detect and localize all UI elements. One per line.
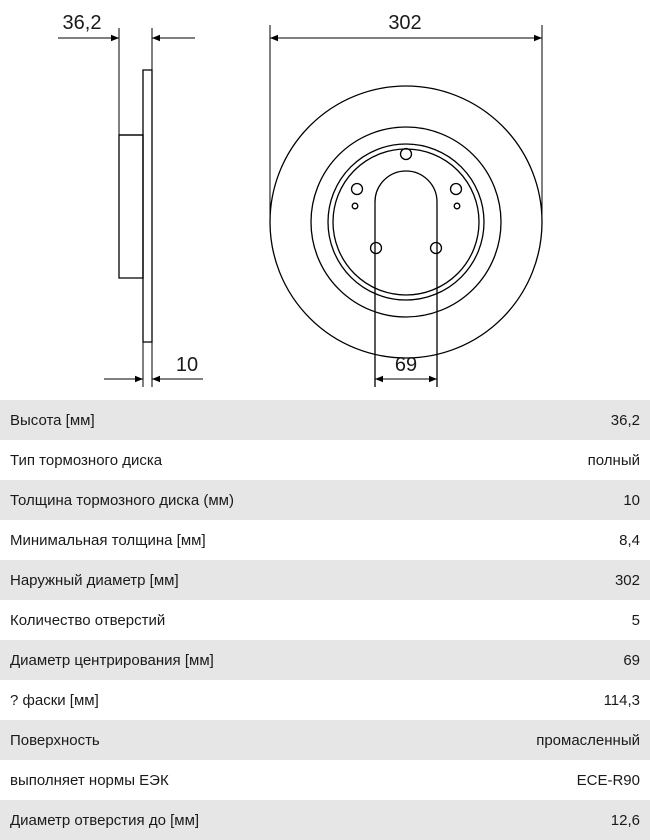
bolt-hole-lower-left (371, 243, 382, 254)
spec-label: Диаметр отверстия до [мм] (10, 811, 200, 829)
spec-value: полный (587, 451, 640, 469)
fixing-hole-right (454, 203, 460, 209)
friction-inner-circle (311, 127, 501, 317)
bolt-hole-lower-right (431, 243, 442, 254)
spec-value: ECE-R90 (576, 771, 640, 789)
spec-value: 5 (631, 611, 640, 629)
spec-row (0, 720, 650, 760)
spec-value: 10 (623, 491, 640, 509)
fixing-hole-left (352, 203, 358, 209)
spec-table (0, 400, 650, 840)
spec-row (0, 800, 650, 840)
spec-row (0, 760, 650, 800)
spec-label: Диаметр центрирования [мм] (10, 651, 214, 669)
disc-ring-profile (143, 70, 152, 342)
spec-row (0, 520, 650, 560)
spec-row (0, 680, 650, 720)
spec-value: промасленный (536, 731, 640, 749)
disc-hub-profile (119, 135, 143, 278)
brake-disc-drawing (0, 0, 650, 400)
spec-label: Толщина тормозного диска (мм) (10, 491, 234, 509)
spec-value: 12,6 (610, 811, 640, 829)
dim-height-label: 36,2 (62, 12, 102, 34)
dim-centering-label: 69 (394, 354, 418, 376)
bolt-hole-top (401, 149, 412, 160)
spec-value: 302 (614, 571, 640, 589)
spec-row (0, 600, 650, 640)
spec-label: выполняет нормы ЕЭК (10, 771, 169, 789)
spec-label: Количество отверстий (10, 611, 166, 629)
hub-outer-circle (328, 144, 484, 300)
spec-row (0, 480, 650, 520)
disc-side-view (58, 12, 203, 387)
spec-label: ? фаски [мм] (10, 691, 99, 709)
spec-label: Поверхность (10, 731, 100, 749)
spec-label: Высота [мм] (10, 411, 95, 429)
spec-label: Наружный диаметр [мм] (10, 571, 179, 589)
spec-value: 8,4 (619, 531, 640, 549)
spec-value: 114,3 (603, 691, 640, 709)
spec-row (0, 560, 650, 600)
dim-diameter-label: 302 (388, 12, 422, 34)
spec-value: 36,2 (610, 411, 640, 429)
spec-row (0, 440, 650, 480)
spec-row (0, 640, 650, 680)
spec-label: Минимальная толщина [мм] (10, 531, 206, 549)
bolt-hole-upper-right (451, 184, 462, 195)
disc-front-view (270, 12, 542, 387)
spec-value: 69 (623, 651, 640, 669)
dim-thickness-label: 10 (175, 354, 199, 376)
spec-label: Тип тормозного диска (10, 451, 163, 469)
bolt-hole-upper-left (352, 184, 363, 195)
spec-row (0, 400, 650, 440)
